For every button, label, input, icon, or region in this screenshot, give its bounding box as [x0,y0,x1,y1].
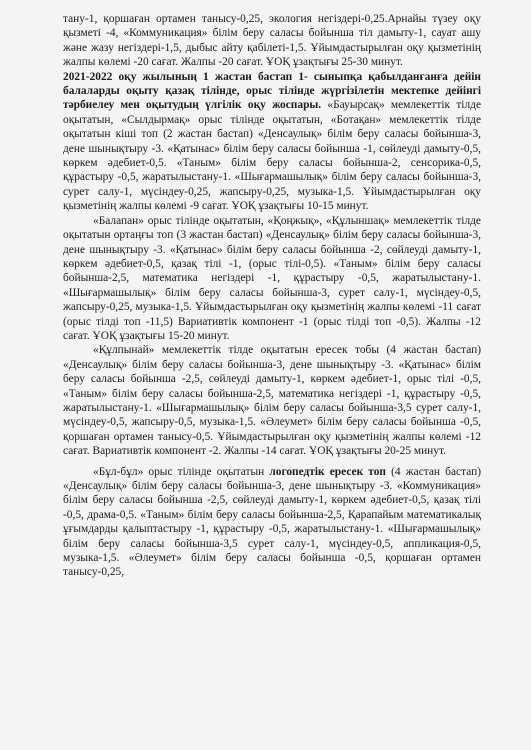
bulbul-intro: «Бұл-бұл» орыс тілінде оқытатын [93,465,270,478]
paragraph-balapan-group: «Балапан» орыс тілінде оқытатын, «Қоңжық», «Құлыншақ» мемлекеттік тілде оқытатын ортаңғы топ (3 жастан бастап) «Денсаулық» білім беру саласы бойынша-3, дене шынықтыру -3. «Қатынас» білім беру саласы бойынша -2, сөйлеуді дамыту-1, көркем әдебиет-0,5, қазақ тілі -1, (орыс тілі-0,5). «Таным» білім беру саласы бойынша-2,5, математика негіздері -1, құрастыру -0,5, жаратылыстану-1. «Шығармашылық» білім беру саласы бойынша-3, сурет салу-1, мүсіндеу-0,5, жапсыру-0,25, музыка-1,5. Ұйымдастырылған оқу қызметінің жалпы көлемі -11 сағат (орыс тілді топ -11,5) Вариативтік компонент -1 (орыс тілді топ -0,5). Жалпы -12 сағат. ҰОҚ ұзақтығы 15-20 минут. [63,214,481,342]
section-heading: 2021-2022 оқу жылының 1 жастан бастап 1- сыныпқа қабылданғанға дейін балаларды оқыту қазақ тілінде, орыс тілінде жүргізілетін мектепке дейінгі тәрбиелеу мен оқытудың үлгілік оқу жоспары. [63,70,481,112]
paragraph-kulpynai-group: «Құлпынай» мемлекеттік тілде оқытатын ересек тобы (4 жастан бастап) «Денсаулық» білім беру саласы бойынша-3, дене шынықтыру -3. «Қатынас» білім беру саласы бойынша -2,5, сөйлеуді дамыту-1, көркем әдебиет-1, орыс тілі -0,5, «Таным» білім беру саласы бойынша-2,5, математика негіздері -1, құрастыру -0,5, жаратылыстану-1. «Шығармашылық» білім беру саласы бойынша-3,5 сурет салу-1, мүсіндеу-0,5, жапсыру-0,5, музыка-1,5. «Әлеумет» білім беру саласы бойынша -0,5, қоршаған ортамен танысу-0,5. Ұйымдастырылған оқу қызметінің жалпы көлемі -12 сағат. Вариативтік компонент -2. Жалпы -14 сағат. ҰОҚ ұзақтығы 20-25 минут. [63,344,481,458]
paragraph-study-plan [63,70,481,214]
paragraph-bulbul-group [63,465,481,580]
bulbul-details: (4 жастан бастап) «Денсаулық» білім беру саласы бойынша-3, дене шынықтыру -3. «Коммуникация» білім беру саласы бойынша -2,5, сөйлеуді дамыту-1, көркем әдебиет-0,5, қазақ тілі -0,5, драма-0,5. «Таным» білім беру саласы бойынша-2,5, Қарапайым математикалық ұғымдарды қалыптастыру -1, құрастыру -0,5, жаратылыстану-1. «Шығармашылық» білім беру саласы бойынша-3,5 сурет салу-1, мүсіндеу-0,5, аппликация-0,5, музыка-1,5. «Әлеумет» білім беру саласы бойынша -0,5, қоршаған ортамен танысу-0,25, [63,465,481,579]
paragraph-baursak-group: «Бауырсақ» мемлекеттік тілде оқытатын, «Сылдырмақ» орыс тілінде оқытатын, «Ботақан» мемлекеттік тілде оқытатын кіші топ (2 жастан бастап) «Денсаулық» білім беру саласы бойынша-3, дене шынықтыру -3. «Қатынас» білім беру саласы бойынша -1, сөйлеуді дамыту-0,5, көркем әдебиет-0,5. «Таным» білім беру саласы бойынша-2, сенсорика-0,5, құрастыру -0,5, жаратылыстану-1. «Шығармашылық» білім беру саласы бойынша-3, сурет салу-1, мүсіндеу-0,25, жапсыру-0,25, музыка-1,5. Ұйымдастырылған оқу қызметінің жалпы көлемі -9 сағат. ҰОҚ ұзақтығы 10-15 минут. [63,99,481,213]
paragraph-continuation: тану-1, қоршаған ортамен танысу-0,25, экология негіздері-0,25.Арнайы түзеу оқу қызметі -4, «Коммуникация» білім беру саласы бойынша тіл дамыту-1, сауат ашу және жазу негіздері-1,5, дыбыс айту қабілеті-1,5. Ұйымдастырылған оқу қызметінің жалпы көлемі -20 сағат. Жалпы -20 сағат. ҰОҚ ұзақтығы 25-30 минут. [63,13,481,69]
bulbul-group-type: логопедтік ересек топ [269,465,386,478]
